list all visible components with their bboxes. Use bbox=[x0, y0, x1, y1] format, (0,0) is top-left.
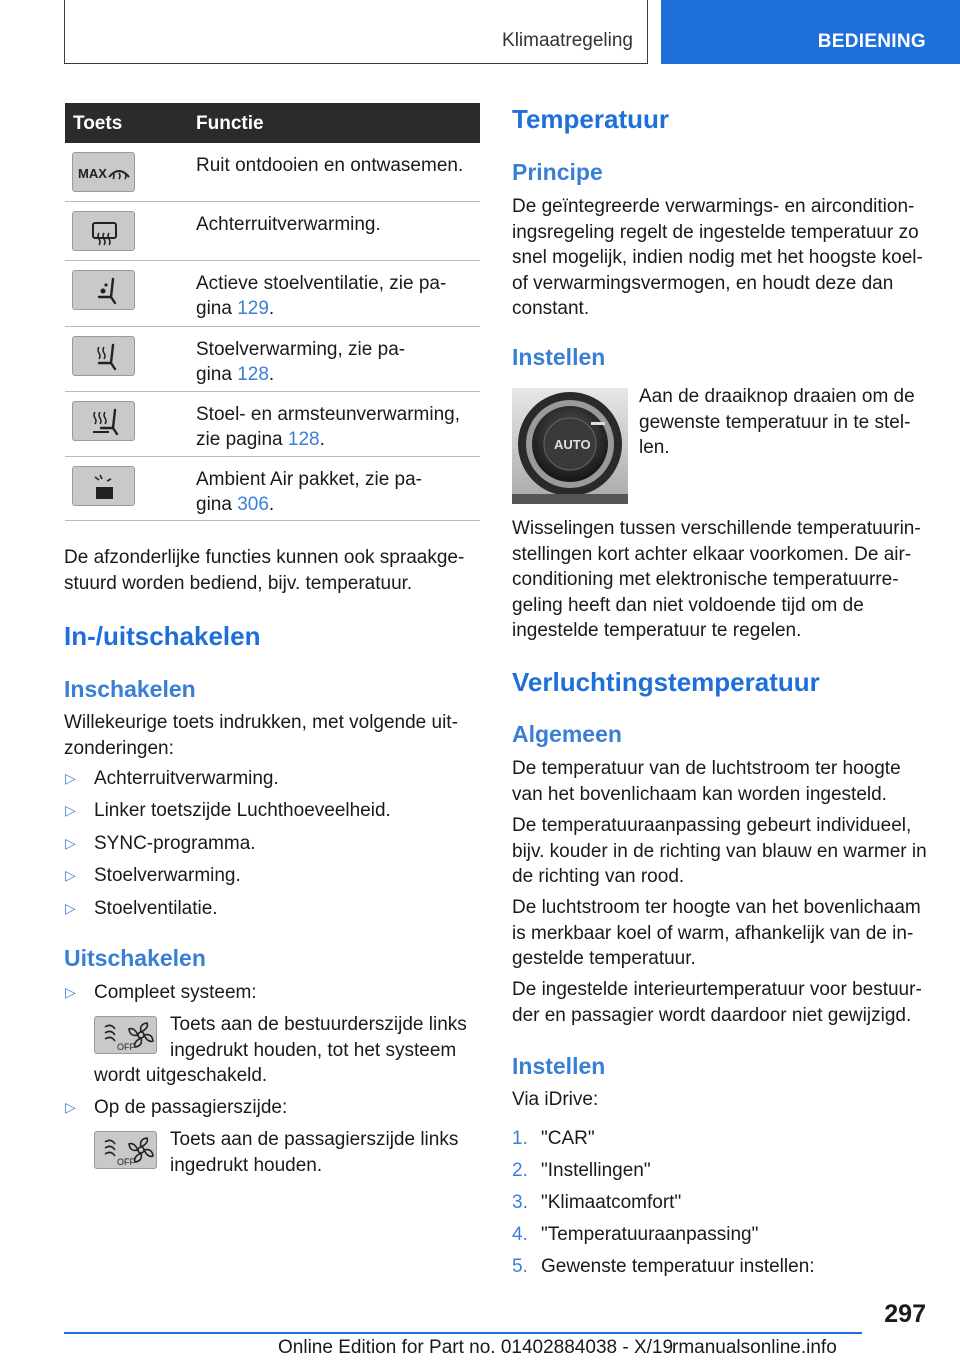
heading-general: Algemeen bbox=[512, 721, 622, 747]
seat-ventilation-icon bbox=[72, 270, 135, 310]
temperature-knob-image bbox=[512, 388, 628, 504]
row-text: Ruit ontdooien en ontwasemen. bbox=[196, 155, 464, 176]
triangle-bullet-icon: ▷ bbox=[65, 835, 76, 851]
switch-off-driver-text-end: wordt uitgeschakeld. bbox=[94, 1065, 268, 1086]
switch-on-text: Willekeurige toets indrukken, met volgende uit- zonderingen: bbox=[64, 712, 458, 759]
knob-auto-label: AUTO bbox=[554, 437, 591, 452]
page-link[interactable]: 128 bbox=[287, 429, 320, 450]
function-table bbox=[65, 103, 480, 521]
triangle-bullet-icon: ▷ bbox=[65, 867, 76, 883]
heading-switch-on: Inschakelen bbox=[64, 676, 196, 702]
row-text: Achterruitverwarming. bbox=[196, 214, 381, 235]
switch-off-passenger-text: Toets aan de passagierszijde links ingedrukt houden. bbox=[170, 1129, 459, 1176]
heading-set-vent: Instellen bbox=[512, 1053, 606, 1079]
manual-page: Klimaatregeling BEDIENING Toets Functie MAX Ruit ontdooien en ontwasemen. Achterruitverwarming. Actieve stoelventilatie, zie pa- gina 129. Stoelverwarming, zie pa- gina 128. Stoel- en armsteunverwarming, zie pagina 128. Ambient Air pakket, zie pa- gina 306. De afzonderlijke functies kunnen ook spraakge- stuurd worden bediend, bijv. temperatuur. In-/uitschakelen Inschakelen Willekeurige toets indrukken, met volgende uit- zonderingen: ▷ Achterruitverwarming. ▷ Linker toetszijde Luchthoeveelheid. ▷ SYNC-programma. ▷ Stoelverwarming. ▷ Stoelventilatie. Uitschakelen ▷ Compleet systeem: OFF Toets aan de bestuurderszijde links ingedrukt houden, tot het systeem wordt uitgeschakeld. ▷ Op de passagierszijde: OFF Toets aan de passagierszijde links ingedrukt houden. Temperatuur Principe De geïntegreerde verwarmings- en aircondition- ingsregeling regelt de ingestelde temperatuur zo snel mogelijk, indien nodig met het hoogste koel- of verwarmingsvermogen, en houdt deze dan constant. Instellen AUTO Aan de draaiknop draaien om de gewenste temperatuur in te stel- len. Wisselingen tussen verschillende temperatuurin- stellingen kort achter elkaar voorkomen. De air- conditioning met elektronische temperatuurre- geling heeft dan niet voldoende tijd om de ingestelde temperatuur te regelen. Verluchtingstemperatuur Algemeen De temperatuur van de luchtstroom ter hoogte van het bovenlichaam kan worden ingesteld. De temperatuuraanpassing gebeurt individueel, bijv. kouder in de richting van blauw en warmer in de richting van rood. De luchtstroom ter hoogte van het bovenlichaam is merkbaar koel of warm, afhankelijk van de in- gestelde temperatuur. De ingestelde interieurtemperatuur voor bestuur- der en passagier wordt daardoor niet gewijzigd. Instellen Via iDrive: 1. "CAR" 2. "Instellingen" 3. "Klimaatcomfort" 4. "Temperatuuraanpassing" 5. Gewenste temperatuur instellen: 297 Online Edition for Part no. 01402884038 - X/19 rmanualsonline.info bbox=[0, 0, 960, 1362]
rear-window-heating-icon bbox=[72, 211, 135, 251]
triangle-bullet-icon: ▷ bbox=[65, 900, 76, 916]
triangle-bullet-icon: ▷ bbox=[65, 1099, 76, 1115]
heading-vent-temperature: Verluchtingstemperatuur bbox=[512, 667, 820, 697]
row-text-cont: gina bbox=[196, 494, 238, 515]
footer-edition: Online Edition for Part no. 01402884038 - X/19 bbox=[278, 1337, 674, 1358]
row-text: Actieve stoelventilatie, zie pa- bbox=[196, 273, 447, 294]
general-text-1: De temperatuur van de luchtstroom ter hoogte van het bovenlichaam kan worden ingesteld. bbox=[512, 758, 901, 805]
table-row: Actieve stoelventilatie, zie pa- gina 129. bbox=[65, 261, 480, 327]
table-header bbox=[65, 103, 480, 143]
table-row bbox=[65, 202, 480, 261]
fan-off-label: OFF bbox=[117, 1042, 135, 1052]
header-key: Toets bbox=[73, 113, 123, 134]
table-row: Ambient Air pakket, zie pa- gina 306. bbox=[65, 457, 480, 521]
page-link[interactable]: 128 bbox=[237, 364, 269, 385]
voice-note: De afzonderlijke functies kunnen ook spraakge- stuurd worden bediend, bijv. temperatuur. bbox=[64, 547, 465, 594]
set-temperature-text: Aan de draaiknop draaien om de gewenste temperatuur in te stel- len. bbox=[639, 386, 915, 458]
header-function: Functie bbox=[196, 113, 264, 134]
svg-text:MAX: MAX bbox=[78, 166, 107, 181]
general-text-3: De luchtstroom ter hoogte van het bovenlichaam is merkbaar koel of warm, afhankelijk van de in- gestelde temperatuur. bbox=[512, 897, 921, 969]
seat-heating-icon bbox=[72, 336, 135, 376]
table-row bbox=[65, 143, 480, 202]
switch-note: Wisselingen tussen verschillende temperatuurin- stellingen kort achter elkaar voorkomen. De air- conditioning met elektronische temperatuurre- geling heeft dan niet voldoende tijd om de ingestelde temperatuur te regelen. bbox=[512, 518, 921, 641]
heading-on-off: In-/uitschakelen bbox=[64, 621, 261, 651]
switch-off-driver-text: Toets aan de bestuurderszijde links ingedrukt houden, tot het systeem bbox=[170, 1014, 467, 1061]
row-text-cont: zie pagina bbox=[196, 429, 288, 450]
section-title: BEDIENING bbox=[817, 31, 926, 52]
triangle-bullet-icon: ▷ bbox=[65, 802, 76, 818]
max-defrost-icon bbox=[72, 152, 135, 192]
row-text: Stoelverwarming, zie pa- bbox=[196, 339, 406, 360]
page-link[interactable]: 129 bbox=[237, 298, 269, 319]
footer-watermark[interactable]: rmanualsonline.info bbox=[672, 1337, 837, 1358]
triangle-bullet-icon: ▷ bbox=[65, 770, 76, 786]
row-text: Ambient Air pakket, zie pa- bbox=[196, 469, 422, 490]
header-section-tab[interactable] bbox=[661, 0, 960, 64]
heading-principle: Principe bbox=[512, 159, 603, 185]
table-row: Stoelverwarming, zie pa- gina 128. bbox=[65, 327, 480, 392]
principle-text: De geïntegreerde verwarmings- en aircondition- ingsregeling regelt de ingestelde temperatuur zo snel mogelijk, indien nodig met het hoogste koel- of verwarmingsvermogen, en houdt deze dan constant. bbox=[512, 196, 923, 319]
triangle-bullet-icon: ▷ bbox=[65, 984, 76, 1000]
fan-off-key-passenger-icon bbox=[94, 1131, 157, 1169]
table-row: Stoel- en armsteunverwarming, zie pagina 128. bbox=[65, 392, 480, 457]
row-text: Stoel- en armsteunverwarming, bbox=[196, 404, 460, 425]
seat-armrest-heating-icon bbox=[72, 401, 135, 441]
heading-temperature: Temperatuur bbox=[512, 104, 669, 134]
via-idrive: Via iDrive: bbox=[512, 1089, 599, 1110]
general-text-4: De ingestelde interieurtemperatuur voor bestuur- der en passagier wordt daardoor niet gewijzigd. bbox=[512, 979, 922, 1026]
fan-off-label: OFF bbox=[117, 1157, 135, 1167]
row-text-cont: gina bbox=[196, 364, 238, 385]
page-link[interactable]: 306 bbox=[237, 494, 269, 515]
footer-divider bbox=[64, 1332, 862, 1334]
header-chapter-box bbox=[64, 0, 648, 64]
ambient-air-icon bbox=[72, 466, 135, 506]
general-text-2: De temperatuuraanpassing gebeurt individueel, bijv. kouder in de richting van blauw en warmer in de richting van rood. bbox=[512, 815, 927, 887]
page-number: 297 bbox=[884, 1300, 926, 1328]
chapter-title: Klimaatregeling bbox=[502, 30, 633, 51]
row-text-cont: gina bbox=[196, 298, 238, 319]
heading-switch-off: Uitschakelen bbox=[64, 945, 206, 971]
heading-set-temperature: Instellen bbox=[512, 344, 606, 370]
fan-off-key-driver-icon bbox=[94, 1016, 157, 1054]
